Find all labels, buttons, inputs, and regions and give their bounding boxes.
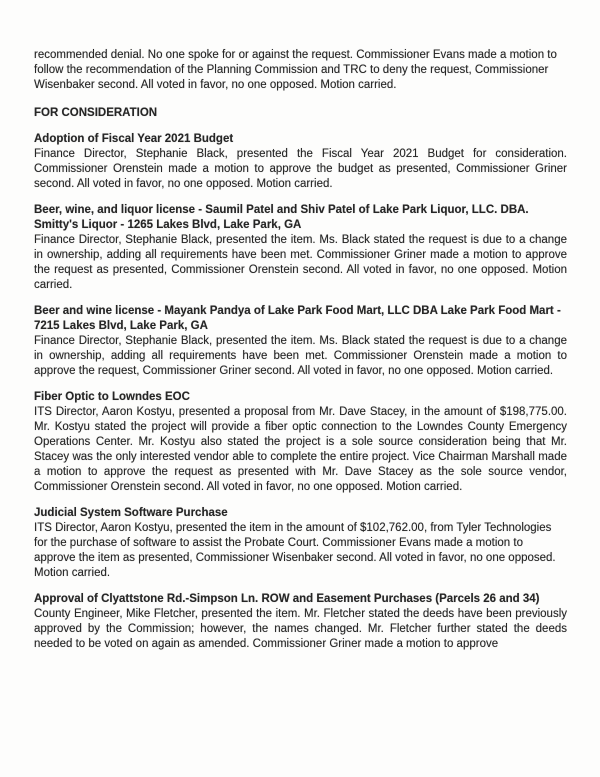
agenda-item-heading: Adoption of Fiscal Year 2021 Budget	[34, 133, 234, 145]
agenda-item-body: Finance Director, Stephanie Black, presented the Fiscal Year 2021 Budget for consideration. Commissioner Orenstein made a motion to approve the budget as presented, Commissioner Griner second. All voted in favor, no one opposed. Motion carried.	[34, 148, 567, 190]
agenda-item-body: Finance Director, Stephanie Black, presented the item. Ms. Black stated the request is due to a change in ownership, adding all requirements have been met. Commissioner Griner made a motion to approve the request as presented, Commissioner Orenstein second. All voted in favor, no one opposed. Motion carried.	[34, 234, 567, 291]
for-consideration-heading: FOR CONSIDERATION	[34, 107, 158, 119]
agenda-item-heading: Beer and wine license - Mayank Pandya of Lake Park Food Mart, LLC DBA Lake Park Food Mart - 7215 Lakes Blvd, Lake Park, GA	[34, 305, 561, 332]
agenda-item-body: County Engineer, Mike Fletcher, presented the item. Mr. Fletcher stated the deeds have been previously approved by the Commission; however, the names changed. Mr. Fletcher further stated the deeds needed to be voted on again as amended. Commissioner Griner made a motion to approve	[34, 608, 567, 650]
agenda-item-fiber-optic-eoc	[34, 390, 567, 495]
agenda-item-heading: Approval of Clyattstone Rd.-Simpson Ln. ROW and Easement Purchases (Parcels 26 and 34)	[34, 593, 540, 605]
agenda-item-budget-adoption	[34, 132, 567, 192]
agenda-item-heading: Beer, wine, and liquor license - Saumil Patel and Shiv Patel of Lake Park Liquor, LLC. DBA. Smitty's Liquor - 1265 Lakes Blvd, Lake Park, GA	[34, 204, 529, 231]
agenda-item-body: ITS Director, Aaron Kostyu, presented the item in the amount of $102,762.00, from Tyler Technologies for the purchase of software to assist the Probate Court. Commissioner Evans made a motion to approve the item as presented, Commissioner Wisenbaker second. All voted in favor, no one opposed. Motion carried.	[34, 522, 556, 579]
agenda-item-row-easement-purchases	[34, 592, 567, 652]
agenda-item-beer-wine-license-food-mart	[34, 304, 567, 379]
agenda-item-liquor-license-smittys	[34, 203, 567, 293]
carryover-paragraph: recommended denial. No one spoke for or against the request. Commissioner Evans made a motion to follow the recommendation of the Planning Commission and TRC to deny the request, Commissioner Wisenbaker second. All voted in favor, no one opposed. Motion carried.	[34, 49, 557, 91]
agenda-item-heading: Judicial System Software Purchase	[34, 507, 228, 519]
agenda-item-judicial-software	[34, 506, 567, 581]
agenda-item-body: Finance Director, Stephanie Black, presented the item. Ms. Black stated the request is due to a change in ownership, adding all requirements have been met. Commissioner Orenstein made a motion to approve the request, Commissioner Griner second. All voted in favor, no one opposed. Motion carried.	[34, 335, 567, 377]
agenda-item-body: ITS Director, Aaron Kostyu, presented a proposal from Mr. Dave Stacey, in the amount of $198,775.00. Mr. Kostyu stated the project will provide a fiber optic connection to the Lowndes County Emergency Operations Center. Mr. Kostyu also stated the project is a sole source consideration being that Mr. Stacey was the only interested vendor able to complete the entire project. Vice Chairman Marshall made a motion to approve the request as presented with Mr. Dave Stacey as the sole source vendor, Commissioner Orenstein second. All voted in favor, no one opposed. Motion carried.	[34, 406, 567, 493]
agenda-item-heading: Fiber Optic to Lowndes EOC	[34, 391, 190, 403]
